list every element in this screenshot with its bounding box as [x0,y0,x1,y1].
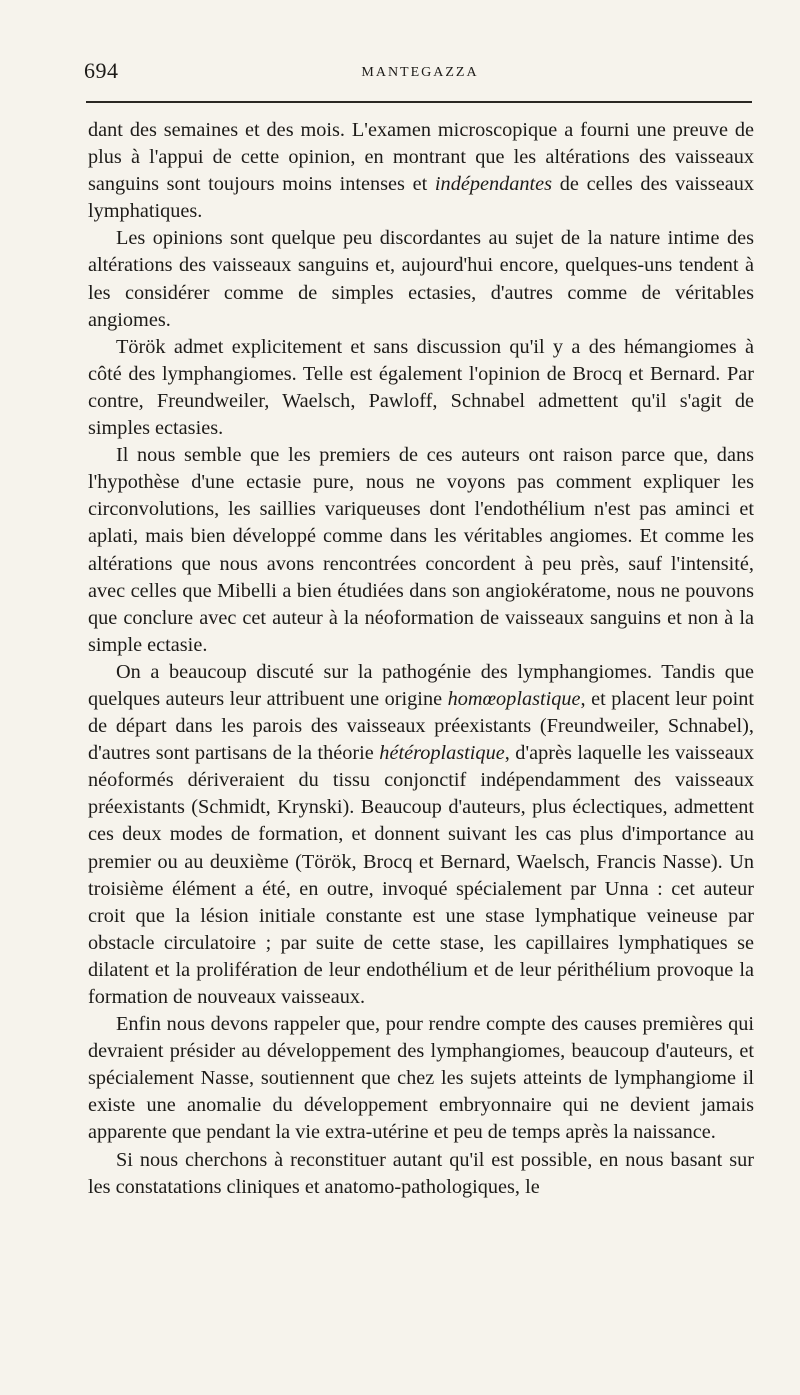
paragraph [88,334,754,442]
text-run: , et placent leur point de départ dans les parois des vaisseaux préexistants (Freundweiler, Schnabel), d'autres sont partisans de la théorie [88,687,754,765]
text-run: , d'après laquelle les vaisseaux néoformés dériveraient du tissu conjonctif indépendamment des vaisseaux préexistants (Schmidt, Krynski). Beaucoup d'auteurs, plus éclectiques, admettent ces deux modes de formation, et donnent suivant les cas plus d'importance au premier ou au deuxième (Török, Brocq et Bernard, Waelsch, Francis Nasse). Un troisième élément a été, en outre, invoqué spécialement par Unna : cet auteur croit que la lésion initiale constante est une stase lymphatique veineuse par obstacle circulatoire ; par suite de cette stase, les capillaires lymphatiques se dilatent et la prolifération de leur endothélium et de leur périthélium provoque la formation de nouveaux vaisseaux. [88,742,754,1008]
paragraph [88,442,754,659]
body-text [88,117,754,1201]
paragraph [88,659,754,1011]
text-run: de celles des vaisseaux lymphatiques. [88,173,754,223]
text-run: Enfin nous devons rappeler que, pour rendre compte des causes premières qui devraient présider au développement des lymphangiomes, beaucoup d'auteurs, et spécialement Nasse, soutiennent que chez les sujets atteints de lymphangiome il existe une anomalie du développement embryonnaire qui ne devient jamais apparente que pendant la vie extra-utérine et peu de temps après la naissance. [88,1013,754,1144]
text-run: dant des semaines et des mois. L'examen microscopique a fourni une preuve de plus à l'appui de cette opinion, en montrant que les altérations des vaisseaux sanguins sont toujours moins intenses et [88,119,754,196]
text-run: Il nous semble que les premiers de ces auteurs ont raison parce que, dans l'hypothèse d'une ectasie pure, nous ne voyons pas comment expliquer les circonvolutions, les saillies variqueuses dont l'endothélium n'est pas aminci et aplati, mais bien développé comme dans les véritables angiomes. Et comme les altérations que nous avons rencontrées concordent à peu près, sauf l'intensité, avec celles que Mibelli a bien étudiées dans son angiokératome, nous ne pouvons que conclure avec cet auteur à la néoformation de vaisseaux sanguins et non à la simple ectasie. [88,444,754,656]
text-run: Si nous cherchons à reconstituer autant qu'il est possible, en nous basant sur les constatations cliniques et anatomo-pathologiques, le [88,1148,754,1198]
text-run: Török admet explicitement et sans discussion qu'il y a des hémangiomes à côté des lymphangiomes. Telle est également l'opinion de Brocq et Bernard. Par contre, Freundweiler, Waelsch, Pawloff, Schnabel admettent qu'il s'agit de simples ectasies. [88,335,754,440]
italic-term: homœoplastique [447,687,581,710]
text-run: On a beaucoup discuté sur la pathogénie des lymphangiomes. Tandis que quelques auteurs leur attribuent une origine [88,660,754,710]
header-rule [86,101,752,103]
italic-term: hétéroplastique [379,742,505,765]
paragraph [88,117,754,225]
page-number: 694 [84,58,119,83]
paragraph [88,1147,754,1201]
text-run: Les opinions sont quelque peu discordantes au sujet de la nature intime des altérations des vaisseaux sanguins et, aujourd'hui encore, quelques-uns tendent à les considérer comme de simples ectasies, d'autres comme de véritables angiomes. [88,227,754,331]
paragraph [88,225,754,333]
paragraph [88,1011,754,1146]
running-head: MANTEGAZZA [361,65,479,80]
page-header [84,58,756,88]
italic-term: indépendantes [434,173,553,196]
